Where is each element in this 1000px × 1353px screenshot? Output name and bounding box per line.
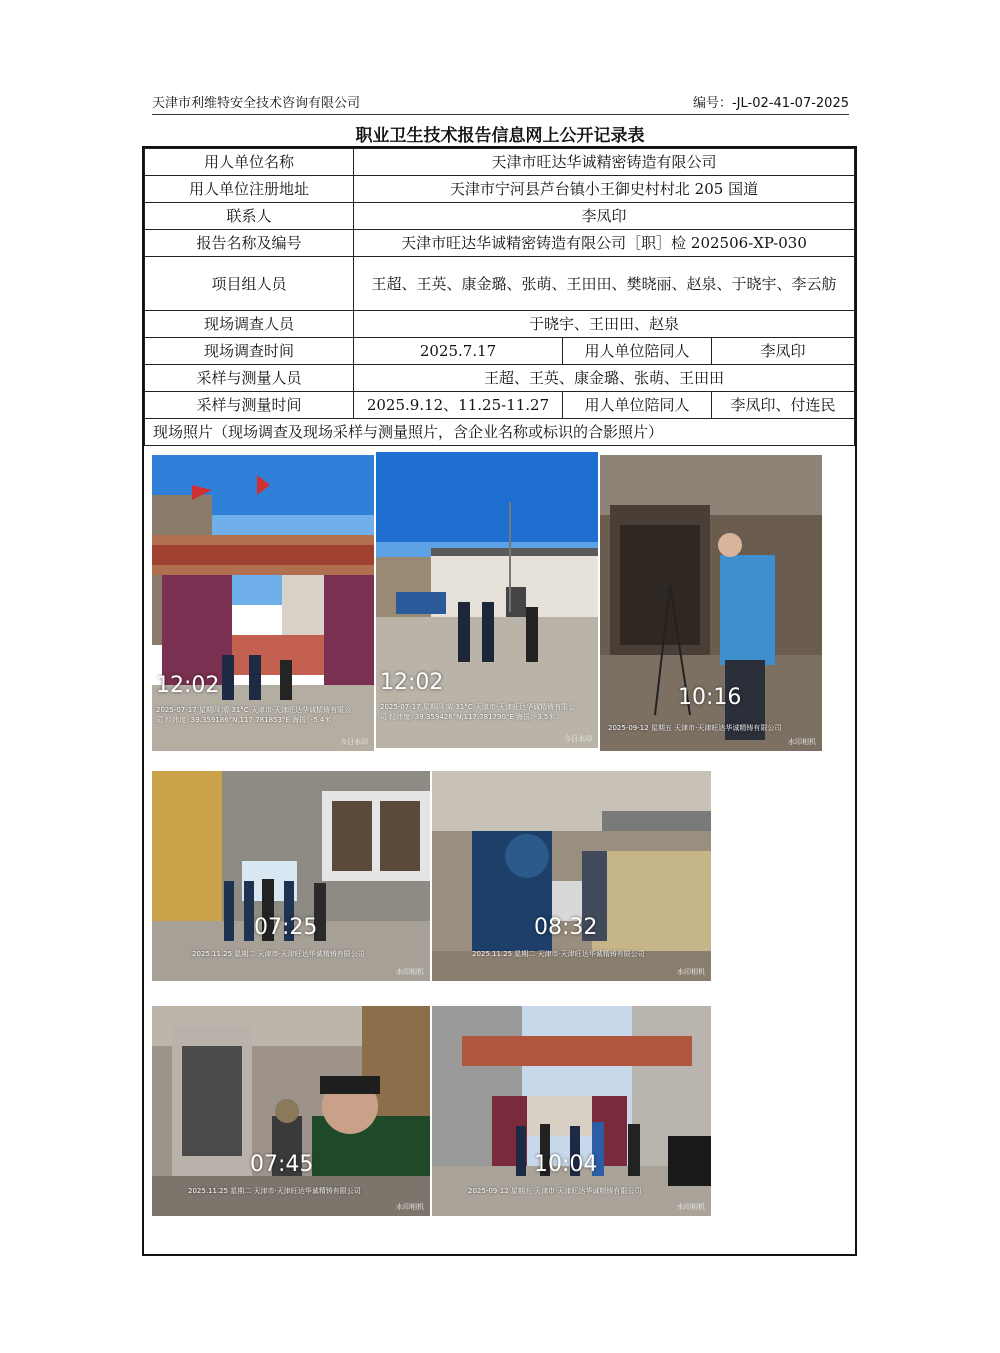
photo-3-watermark: 水印相机	[788, 738, 816, 746]
photo-4-time: 07:25	[254, 915, 318, 940]
site-photo-3	[600, 455, 822, 751]
photo-5-time: 08:32	[534, 915, 598, 940]
site-photo-4	[152, 771, 430, 981]
survey-accompany-label: 用人单位陪同人	[563, 338, 712, 365]
photo-7-watermark: 水印相机	[677, 1203, 705, 1211]
survey-staff-value: 于晓宇、王田田、赵泉	[354, 311, 855, 338]
document-title: 职业卫生技术报告信息网上公开记录表	[355, 126, 645, 146]
header-company: 天津市利维特安全技术咨询有限公司	[152, 96, 361, 111]
report-value: 天津市旺达华诚精密铸造有限公司［职］检 202506-XP-030	[354, 230, 855, 257]
site-photo-2	[376, 452, 598, 748]
survey-accompany-value: 李凤印	[712, 338, 855, 365]
record-table	[144, 148, 855, 446]
survey-staff-label: 现场调查人员	[145, 311, 354, 338]
sampling-accompany-label: 用人单位陪同人	[563, 392, 712, 419]
photo-1-caption: 2025-07-17 星期四 晴 31°C 天津市·天津旺达华诚精铸有限公司 经纬度: 39.359186°N,117.781853°E 海拔: -5.4米	[156, 706, 352, 724]
photo-4-watermark: 水印相机	[396, 968, 424, 976]
photo-6-time: 07:45	[250, 1152, 314, 1177]
photo-2-caption: 2025-07-17 星期四 晴 31°C 天津市·天津旺达华诚精铸有限公司 经纬度: 39.359426°N,117.781790°E 海拔: -3.5米	[380, 703, 576, 721]
sampling-accompany-value: 李凤印、付连民	[712, 392, 855, 419]
photo-2-watermark: 今日水印	[564, 735, 592, 743]
photo-4-caption: 2025.11.25 星期二 天津市·天津旺达华诚精铸有限公司	[192, 950, 365, 958]
site-photo-6	[152, 1006, 430, 1216]
page-header	[152, 92, 849, 115]
photo-6-watermark: 水印相机	[396, 1203, 424, 1211]
photo-2-time: 12:02	[380, 670, 444, 695]
sampling-time-value: 2025.9.12、11.25-11.27	[354, 392, 563, 419]
unit-name-label: 用人单位名称	[145, 149, 354, 176]
contact-value: 李凤印	[354, 203, 855, 230]
address-label: 用人单位注册地址	[145, 176, 354, 203]
address-value: 天津市宁河县芦台镇小王御史村村北 205 国道	[354, 176, 855, 203]
photos-label: 现场照片（现场调查及现场采样与测量照片，含企业名称或标识的合影照片）	[145, 419, 855, 446]
sampling-staff-value: 王超、王英、康金璐、张萌、王田田	[354, 365, 855, 392]
site-photo-1	[152, 455, 374, 751]
photo-7-caption: 2025-09-12 星期五 天津市·天津旺达华诚精铸有限公司	[468, 1187, 642, 1195]
photo-7-time: 10:04	[534, 1152, 598, 1177]
survey-time-label: 现场调查时间	[145, 338, 354, 365]
photo-3-caption: 2025-09-12 星期五 天津市·天津旺达华诚精铸有限公司	[608, 724, 782, 732]
team-label: 项目组人员	[145, 257, 354, 311]
photo-1-watermark: 今日水印	[340, 738, 368, 746]
sampling-staff-label: 采样与测量人员	[145, 365, 354, 392]
photo-1-time: 12:02	[156, 673, 220, 698]
contact-label: 联系人	[145, 203, 354, 230]
team-value: 王超、王英、康金璐、张萌、王田田、樊晓丽、赵泉、于晓宇、李云舫	[354, 257, 855, 311]
site-photo-7	[432, 1006, 711, 1216]
unit-name-value: 天津市旺达华诚精密铸造有限公司	[354, 149, 855, 176]
sampling-time-label: 采样与测量时间	[145, 392, 354, 419]
photo-5-caption: 2025.11.25 星期二 天津市·天津旺达华诚精铸有限公司	[472, 950, 645, 958]
site-photo-5	[432, 771, 711, 981]
photo-6-caption: 2025.11.25 星期二 天津市·天津旺达华诚精铸有限公司	[188, 1187, 361, 1195]
survey-time-value: 2025.7.17	[354, 338, 563, 365]
header-code: 编号：-JL-02-41-07-2025	[692, 96, 849, 111]
report-label: 报告名称及编号	[145, 230, 354, 257]
photo-5-watermark: 水印相机	[677, 968, 705, 976]
photo-3-time: 10:16	[678, 685, 742, 710]
